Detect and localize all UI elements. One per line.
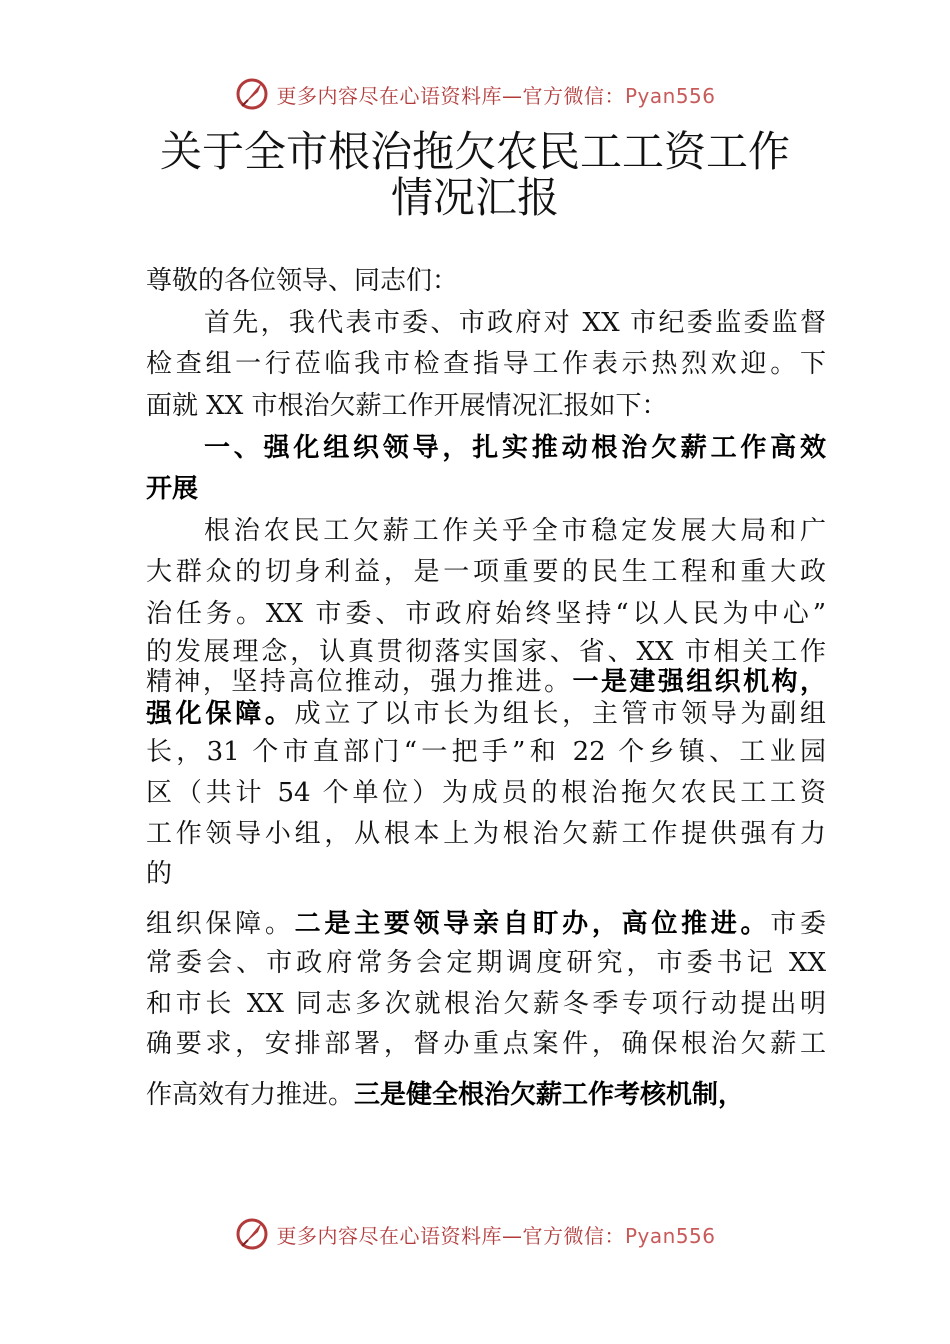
paragraph-line: 大群众的切身利益，是一项重要的民生工程和重大政 (146, 557, 826, 587)
paragraph-line: 强化保障。成立了以市长为组长，主管市领导为副组 (146, 699, 826, 729)
doc-title-line-1: 关于全市根治拖欠农民工工资工作 (159, 127, 790, 176)
section-heading: 开展 (146, 474, 199, 504)
paragraph-line: 长，31 个市直部门“一把手”和 22 个乡镇、工业园 (146, 737, 826, 767)
bold-point-2: 二是主要领导亲自盯办，高位推进。 (294, 909, 771, 939)
bold-point-1: 一是建强组织机构， (572, 667, 826, 697)
paragraph-line: 区（共计 54 个单位）为成员的根治拖欠农民工工资 (146, 778, 826, 808)
watermark-text: 更多内容尽在心语资料库—官方微信：Pyan556 (276, 1223, 716, 1248)
paragraph-line: 首先，我代表市委、市政府对 XX 市纪委监委监督 (204, 308, 826, 338)
paragraph-line: 的发展理念，认真贯彻落实国家、省、XX 市相关工作 (146, 637, 826, 667)
paragraph-line: 检查组一行莅临我市检查指导工作表示热烈欢迎。下 (146, 349, 826, 379)
section-heading: 一、强化组织领导，扎实推动根治欠薪工作高效 (204, 433, 826, 463)
paragraph-line: 组织保障。二是主要领导亲自盯办，高位推进。市委 (146, 909, 826, 939)
salutation: 尊敬的各位领导、同志们： (146, 266, 459, 296)
paragraph-line: 工作领导小组，从根本上为根治欠薪工作提供强有力 (146, 819, 826, 849)
bold-point-3: 三是健全根治欠薪工作考核机制， (354, 1080, 745, 1110)
watermark-id: Pyan556 (624, 1223, 716, 1248)
watermark-id: Pyan556 (624, 83, 716, 108)
watermark-text: 更多内容尽在心语资料库—官方微信：Pyan556 (276, 83, 716, 108)
paragraph-line: 治任务。XX 市委、市政府始终坚持“以人民为中心” (146, 599, 826, 629)
paragraph-line: 面就 XX 市根治欠薪工作开展情况汇报如下： (146, 391, 668, 421)
watermark-top (0, 72, 950, 116)
paragraph-line: 精神，坚持高位推动，强力推进。一是建强组织机构， (146, 667, 826, 697)
paragraph-line: 的 (146, 859, 173, 889)
doc-title-line-2: 情况汇报 (390, 173, 559, 222)
paragraph-line: 确要求，安排部署，督办重点案件，确保根治欠薪工 (146, 1029, 826, 1059)
paragraph-line: 和市长 XX 同志多次就根治欠薪冬季专项行动提出明 (146, 989, 826, 1019)
paragraph-line: 常委会、市政府常务会定期调度研究，市委书记 XX (146, 948, 826, 978)
watermark-bottom (0, 1212, 950, 1256)
paragraph-line: 根治农民工欠薪工作关乎全市稳定发展大局和广 (204, 516, 826, 546)
bold-point-1-cont: 强化保障。 (146, 699, 295, 729)
quill-logo-icon (234, 1216, 270, 1252)
paragraph-line: 作高效有力推进。三是健全根治欠薪工作考核机制， (146, 1080, 745, 1110)
quill-logo-icon (234, 76, 270, 112)
